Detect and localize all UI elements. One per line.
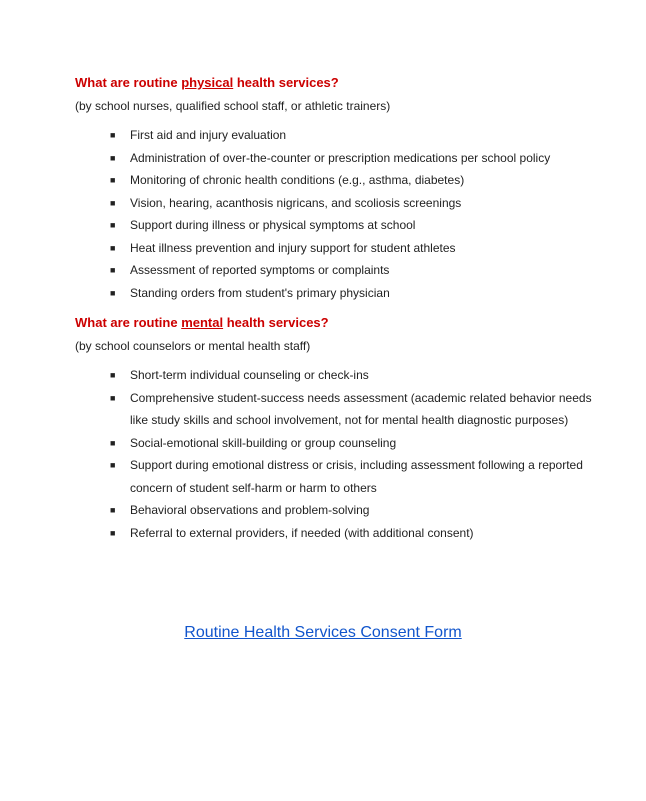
list-item — [75, 147, 595, 170]
heading-highlight: physical — [181, 75, 234, 90]
bullet-icon: ■ — [110, 130, 116, 140]
list-item — [75, 387, 595, 432]
list-item — [75, 499, 595, 522]
physical-services-subtitle: (by school nurses, qualified school staff, or athletic trainers) — [75, 99, 391, 113]
mental-services-subtitle: (by school counselors or mental health staff) — [75, 339, 311, 353]
bullet-icon: ■ — [110, 265, 116, 275]
list-item — [75, 214, 595, 237]
bullet-icon: ■ — [110, 242, 116, 253]
list-item-text: Behavioral observations and problem-solving — [130, 503, 370, 517]
list-item-text: First aid and injury evaluation — [130, 128, 287, 142]
list-item-text: Heat illness prevention and injury support for student athletes — [130, 240, 456, 255]
list-item-text: Social-emotional skill-building or group counseling — [130, 435, 397, 450]
physical-services-section — [75, 74, 595, 304]
bullet-icon: ■ — [110, 287, 116, 298]
bullet-icon: ■ — [110, 197, 116, 208]
list-item-text: Support during illness or physical symptoms at school — [130, 218, 416, 232]
list-item — [75, 124, 595, 147]
list-item-text: Vision, hearing, acanthosis nigricans, and scoliosis screenings — [130, 195, 462, 210]
bullet-icon: ■ — [110, 152, 116, 163]
list-item — [75, 432, 595, 455]
list-item — [75, 169, 595, 192]
list-item — [75, 259, 595, 282]
bullet-icon: ■ — [110, 527, 116, 538]
document-content — [75, 74, 595, 544]
list-item-text: Administration of over-the-counter or prescription medications per school policy — [130, 150, 551, 165]
list-item — [75, 192, 595, 215]
list-item-text: Monitoring of chronic health conditions (e.g., asthma, diabetes) — [130, 173, 465, 187]
heading-text: What are routine — [75, 315, 182, 330]
list-item — [75, 454, 595, 499]
list-item — [75, 522, 595, 545]
physical-services-list — [75, 124, 595, 304]
bullet-icon: ■ — [110, 437, 116, 448]
physical-services-heading — [75, 74, 595, 92]
list-item — [75, 237, 595, 260]
heading-text: health services? — [233, 75, 339, 90]
bullet-icon: ■ — [110, 505, 116, 515]
list-item — [75, 364, 595, 387]
list-item-text: Short-term individual counseling or check-ins — [130, 368, 369, 382]
list-item-text: Referral to external providers, if needed (with additional consent) — [130, 525, 474, 540]
list-item-text: Assessment of reported symptoms or complaints — [130, 263, 390, 277]
heading-text: What are routine — [75, 75, 182, 90]
consent-form-link[interactable]: Routine Health Services Consent Form — [184, 624, 462, 641]
bullet-icon: ■ — [110, 175, 116, 185]
consent-link-container — [0, 624, 646, 642]
bullet-icon: ■ — [110, 370, 116, 380]
list-item-text: Standing orders from student's primary physician — [130, 285, 390, 300]
list-item-text: Support during emotional distress or crisis, including assessment following a reported concern of student self-harm or harm to others — [130, 458, 583, 495]
bullet-icon: ■ — [110, 392, 116, 403]
list-item-text: Comprehensive student-success needs assessment (academic related behavior needs like study skills and school involvement, not for mental health diagnostic purposes) — [130, 390, 592, 427]
mental-services-list — [75, 364, 595, 544]
heading-text: health services? — [223, 315, 329, 330]
heading-highlight: mental — [181, 315, 224, 330]
list-item — [75, 282, 595, 305]
bullet-icon: ■ — [110, 460, 116, 470]
mental-services-heading — [75, 314, 595, 332]
bullet-icon: ■ — [110, 220, 116, 230]
mental-services-section — [75, 314, 595, 544]
